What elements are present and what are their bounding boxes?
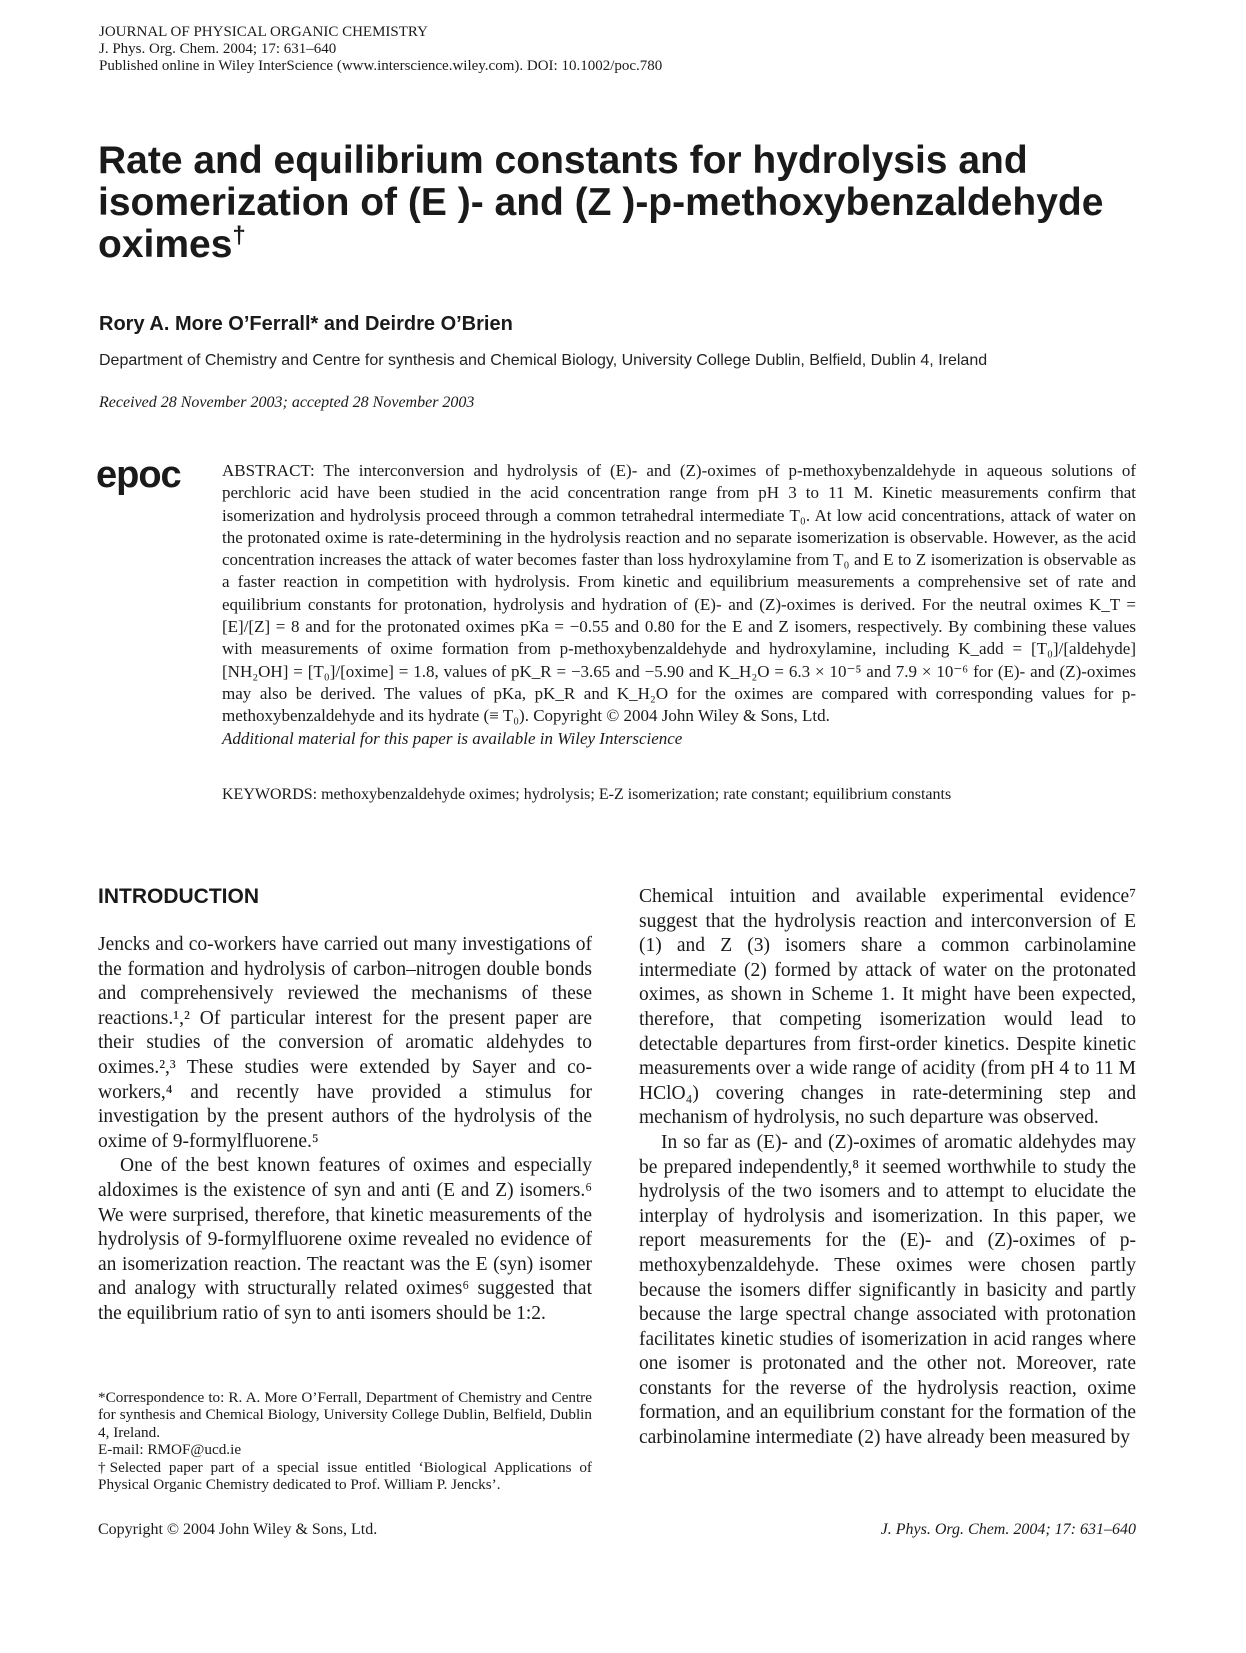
special-issue-note: †Selected paper part of a special issue entitled ‘Biological Applications of Physical Organic Chemistry dedicated to Prof. William P. Jencks’. xyxy=(98,1458,592,1494)
abstract-text: ABSTRACT: The interconversion and hydrolysis of (E)- and (Z)-oximes of p-methoxybenzaldehyde in aqueous solutions of perchloric acid have been studied in the acid concentration range from pH 3 to 11 M. Kinetic measurements confirm that isomerization and hydrolysis proceed through a common tetrahedral intermediate T₀. At low acid concentrations, attack of water on the protonated oxime is rate-determining in the hydrolysis reaction and no separate isomerization is observable. However, as the acid concentration increases the attack of water becomes faster than loss hydroxylamine from T₀ and E to Z isomerization is observable as a faster reaction in competition with hydrolysis. From kinetic and equilibrium measurements a comprehensive set of rate and equilibrium constants for protonation, hydrolysis and hydration of (E)- and (Z)-oximes is derived. For the neutral oximes K_T = [E]/[Z] = 8 and for the protonated oximes pKa = −0.55 and 0.80 for the E and Z isomers, respectively. By combining these values with measurements of oxime formation from p-methoxybenzaldehyde and hydroxylamine, including K_add = [T₀]/[aldehyde][NH₂OH] = [T₀]/[oxime] = 1.8, values of pK_R = −3.65 and −5.90 and K_H₂O = 6.3 × 10⁻⁵ and 7.9 × 10⁻⁶ for (E)- and (Z)-oximes may also be derived. The values of pKa, pK_R and K_H₂O for the oximes are compared with corresponding values for p-methoxybenzaldehyde and its hydrate (≡ T₀). Copyright © 2004 John Wiley & Sons, Ltd. xyxy=(222,461,1136,726)
footnotes xyxy=(98,1389,592,1493)
correspondence-note: *Correspondence to: R. A. More O’Ferrall, Department of Chemistry and Centre for synthesis and Chemical Biology, University College Dublin, Belfield, Dublin 4, Ireland. xyxy=(98,1389,592,1441)
title-line-2: isomerization of (E )- and (Z )-p-methoxybenzaldehyde xyxy=(98,181,1104,224)
affiliation: Department of Chemistry and Centre for synthesis and Chemical Biology, University College Dublin, Belfield, Dublin 4, Ireland xyxy=(99,352,988,369)
paragraph: In so far as (E)- and (Z)-oximes of aromatic aldehydes may be prepared independently,⁸ it seemed worthwhile to study the hydrolysis of the two isomers and to attempt to elucidate the interplay of hydrolysis and isomerization. In this paper, we report measurements for the (E)- and (Z)-oximes of p-methoxybenzaldehyde. These oximes were chosen partly because the isomers differ significantly in basicity and partly because the large spectral change associated with protonation facilitates kinetic studies of isomerization in acid ranges where one isomer is protonated and the other not. Moreover, rate constants for the reverse of the hydrolysis reaction, oxime formation, and an equilibrium constant for the formation of the carbinolamine intermediate (2) have already been measured by xyxy=(639,1131,1136,1449)
section-heading-introduction: INTRODUCTION xyxy=(98,885,259,908)
paragraph: One of the best known features of oximes and especially aldoximes is the existence of syn and anti (E and Z) isomers.⁶ We were surprised, therefore, that kinetic measurements of the hydrolysis of 9-formylfluorene oxime revealed no evidence of an isomerization reaction. The reactant was the E (syn) isomer and analogy with structurally related oximes⁶ suggested that the equilibrium ratio of syn to anti isomers should be 1:2. xyxy=(98,1155,592,1324)
abstract xyxy=(222,460,1136,750)
received-date: Received 28 November 2003; accepted 28 November 2003 xyxy=(99,394,475,411)
title-line-3-text: oximes xyxy=(98,223,233,266)
title-line-3 xyxy=(98,224,1158,266)
doi-line: Published online in Wiley InterScience (www.interscience.wiley.com). DOI: 10.1002/poc.780 xyxy=(99,58,663,74)
paper-title xyxy=(98,140,1158,266)
paragraph: Chemical intuition and available experimental evidence⁷ suggest that the hydrolysis reaction and interconversion of E (1) and Z (3) isomers share a common carbinolamine intermediate (2) formed by attack of water on the protonated oximes, as shown in Scheme 1. It might have been expected, therefore, that competing isomerization would lead to detectable departures from first-order kinetics. Despite kinetic measurements over a wide range of acidity (from pH 4 to 11 M HClO₄) covering changes in rate-determining step and mechanism of hydrolysis, no such departure was observed. xyxy=(639,886,1136,1129)
email[interactable]: E-mail: RMOF@ucd.ie xyxy=(98,1441,242,1459)
title-line-1: Rate and equilibrium constants for hydrolysis and xyxy=(98,139,1028,182)
footer-copyright: Copyright © 2004 John Wiley & Sons, Ltd. xyxy=(98,1521,378,1538)
right-column xyxy=(639,885,1136,1451)
authors: Rory A. More O’Ferrall* and Deirdre O’Brien xyxy=(99,313,513,335)
journal-citation: J. Phys. Org. Chem. 2004; 17: 631–640 xyxy=(99,41,337,57)
keywords: KEYWORDS: methoxybenzaldehyde oximes; hydrolysis; E-Z isomerization; rate constant; equilibrium constants xyxy=(222,786,952,803)
journal-name: JOURNAL OF PHYSICAL ORGANIC CHEMISTRY xyxy=(99,24,428,40)
footer-citation: J. Phys. Org. Chem. 2004; 17: 631–640 xyxy=(880,1521,1136,1538)
title-dagger: † xyxy=(232,222,246,249)
epoc-logo: epoc xyxy=(96,454,181,496)
left-column xyxy=(98,885,592,1327)
additional-material-link[interactable]: Additional material for this paper is available in Wiley Interscience xyxy=(222,728,683,748)
paragraph: Jencks and co-workers have carried out many investigations of the formation and hydrolysis of carbon–nitrogen double bonds and comprehensively reviewed the mechanisms of these reactions.¹,² Of particular interest for the present paper are their studies of the conversion of aromatic aldehydes to oximes.²,³ These studies were extended by Sayer and co-workers,⁴ and recently have provided a stimulus for investigation by the present authors of the hydrolysis of the oxime of 9-formylfluorene.⁵ xyxy=(98,934,592,1152)
journal-header xyxy=(99,24,662,75)
